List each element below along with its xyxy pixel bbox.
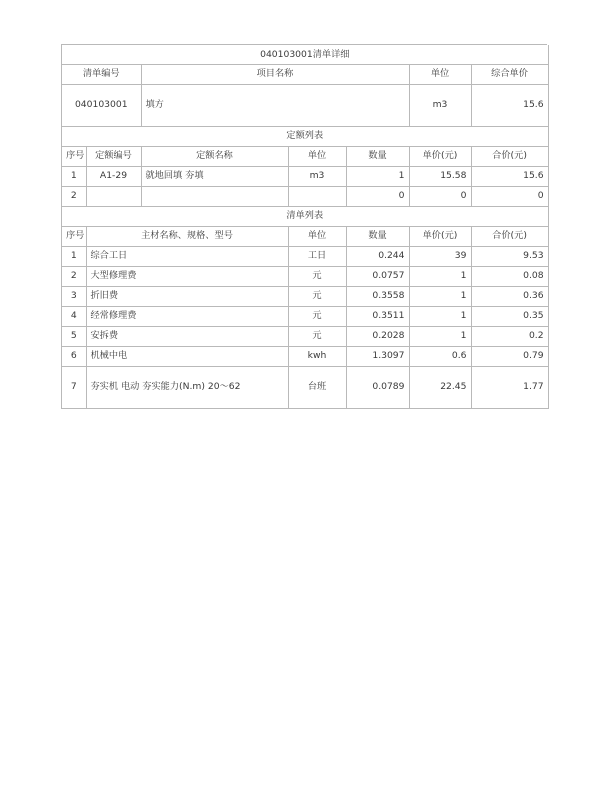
bill-name: 折旧费 — [86, 286, 288, 306]
summary-name: 填方 — [141, 84, 409, 126]
bill-unit: kwh — [288, 346, 346, 366]
table-row — [62, 366, 548, 408]
bill-total-price: 0.2 — [471, 326, 548, 346]
document-title-row — [62, 45, 548, 64]
summary-header-code: 清单编号 — [62, 64, 141, 84]
bill-unit-price: 1 — [409, 266, 471, 286]
table-row — [62, 166, 548, 186]
bill-total-price: 0.35 — [471, 306, 548, 326]
summary-code: 040103001 — [62, 84, 141, 126]
summary-comprehensive-price: 15.6 — [471, 84, 548, 126]
bill-unit-price: 22.45 — [409, 366, 471, 408]
summary-data-row — [62, 84, 548, 126]
bill-unit: 工日 — [288, 246, 346, 266]
bill-total-price: 0.08 — [471, 266, 548, 286]
bill-header-total-price: 合价(元) — [471, 226, 548, 246]
bill-unit-price: 39 — [409, 246, 471, 266]
bill-quantity: 0.3558 — [346, 286, 409, 306]
table-row — [62, 306, 548, 326]
table-row — [62, 186, 548, 206]
quota-name: 就地回填 夯填 — [141, 166, 288, 186]
quota-header-unit: 单位 — [288, 146, 346, 166]
bill-total-price: 9.53 — [471, 246, 548, 266]
quota-total-price: 0 — [471, 186, 548, 206]
table-row — [62, 286, 548, 306]
bill-index: 5 — [62, 326, 86, 346]
bill-quantity: 1.3097 — [346, 346, 409, 366]
summary-unit: m3 — [409, 84, 471, 126]
quota-code: A1-29 — [86, 166, 141, 186]
bill-quantity: 0.244 — [346, 246, 409, 266]
quota-index: 1 — [62, 166, 86, 186]
quota-unit: m3 — [288, 166, 346, 186]
page-title: 040103001清单详细 — [62, 45, 548, 64]
bill-name: 安拆费 — [86, 326, 288, 346]
quota-code — [86, 186, 141, 206]
bill-header-quantity: 数量 — [346, 226, 409, 246]
quota-header-unit-price: 单价(元) — [409, 146, 471, 166]
summary-header-row — [62, 64, 548, 84]
bill-index: 2 — [62, 266, 86, 286]
bill-index: 1 — [62, 246, 86, 266]
bill-header-name: 主材名称、规格、型号 — [86, 226, 288, 246]
bill-header-unit-price: 单价(元) — [409, 226, 471, 246]
bill-unit-price: 1 — [409, 286, 471, 306]
bill-name: 夯实机 电动 夯实能力(N.m) 20〜62 — [86, 366, 288, 408]
bill-quantity: 0.2028 — [346, 326, 409, 346]
table-row — [62, 346, 548, 366]
table-row — [62, 326, 548, 346]
bill-unit-price: 0.6 — [409, 346, 471, 366]
bill-detail-sheet — [61, 44, 547, 409]
bill-name: 机械中电 — [86, 346, 288, 366]
summary-header-name: 项目名称 — [141, 64, 409, 84]
bill-detail-table — [62, 45, 549, 409]
quota-header-name: 定额名称 — [141, 146, 288, 166]
table-row — [62, 266, 548, 286]
bill-index: 3 — [62, 286, 86, 306]
bill-name: 综合工日 — [86, 246, 288, 266]
quota-quantity: 1 — [346, 166, 409, 186]
bill-unit: 元 — [288, 286, 346, 306]
bill-section-title: 清单列表 — [62, 206, 548, 226]
quota-quantity: 0 — [346, 186, 409, 206]
bill-unit-price: 1 — [409, 306, 471, 326]
bill-quantity: 0.3511 — [346, 306, 409, 326]
quota-unit-price: 0 — [409, 186, 471, 206]
bill-name: 大型修理费 — [86, 266, 288, 286]
quota-header-quantity: 数量 — [346, 146, 409, 166]
bill-unit: 元 — [288, 306, 346, 326]
bill-unit-price: 1 — [409, 326, 471, 346]
quota-section-title-row — [62, 126, 548, 146]
bill-name: 经常修理费 — [86, 306, 288, 326]
quota-header-index: 序号 — [62, 146, 86, 166]
bill-header-unit: 单位 — [288, 226, 346, 246]
quota-header-code: 定额编号 — [86, 146, 141, 166]
bill-total-price: 0.79 — [471, 346, 548, 366]
bill-unit: 元 — [288, 266, 346, 286]
bill-index: 7 — [62, 366, 86, 408]
summary-header-comprehensive-price: 综合单价 — [471, 64, 548, 84]
bill-unit: 元 — [288, 326, 346, 346]
quota-section-title: 定额列表 — [62, 126, 548, 146]
bill-total-price: 1.77 — [471, 366, 548, 408]
bill-quantity: 0.0757 — [346, 266, 409, 286]
quota-name — [141, 186, 288, 206]
bill-header-index: 序号 — [62, 226, 86, 246]
quota-header-total-price: 合价(元) — [471, 146, 548, 166]
quota-index: 2 — [62, 186, 86, 206]
quota-header-row — [62, 146, 548, 166]
bill-header-row — [62, 226, 548, 246]
quota-unit-price: 15.58 — [409, 166, 471, 186]
quota-unit — [288, 186, 346, 206]
quota-total-price: 15.6 — [471, 166, 548, 186]
bill-unit: 台班 — [288, 366, 346, 408]
bill-quantity: 0.0789 — [346, 366, 409, 408]
bill-index: 4 — [62, 306, 86, 326]
bill-index: 6 — [62, 346, 86, 366]
bill-total-price: 0.36 — [471, 286, 548, 306]
table-row — [62, 246, 548, 266]
bill-section-title-row — [62, 206, 548, 226]
summary-header-unit: 单位 — [409, 64, 471, 84]
